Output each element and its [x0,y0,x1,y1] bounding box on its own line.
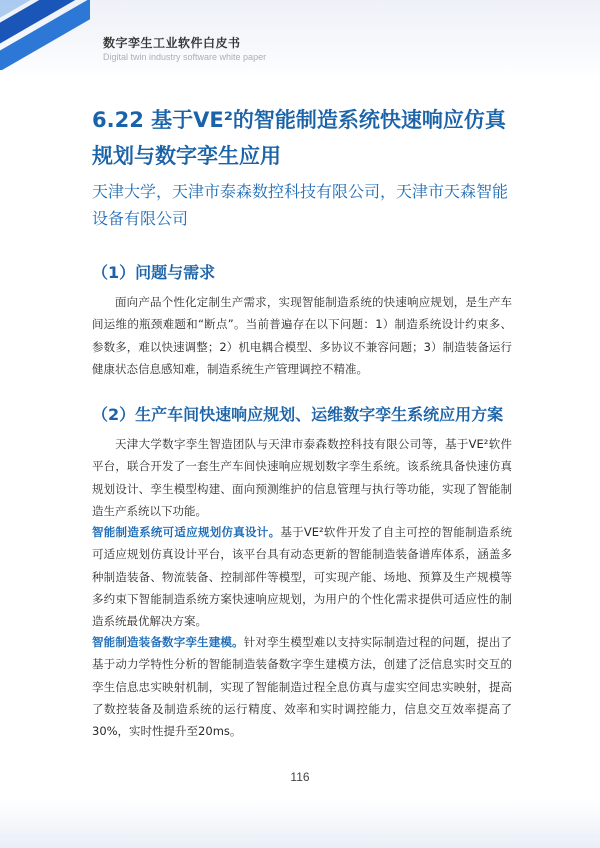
subheading-solution: （2）生产车间快速响应规划、运维数字孪生系统应用方案 [92,405,504,424]
header-decoration [0,0,90,70]
section-authors: 天津大学，天津市泰森数控科技有限公司，天津市天森智能设备有限公司 [92,182,509,228]
page-footer [0,800,600,848]
document-subtitle: Digital twin industry software white paper [103,52,267,62]
section-title: 6.22 基于VE²的智能制造系统快速响应仿真规划与数字孪生应用 [92,108,506,168]
item-lead-planning: 智能制造系统可适应规划仿真设计。 [92,525,281,539]
paragraph-planning-simulation [92,521,512,632]
paragraph-twin-modeling [92,631,512,742]
paragraph-solution-intro: 天津大学数字孪生智造团队与天津市泰森数控科技有限公司等，基于VE²软件平台，联合开发了一套生产车间快速响应规划数字孪生系统。该系统具备快速仿真规划设计、孪生模型构建、面向预测维护的信息管理与执行等功能，实现了智能制造生产系统以下功能。 [92,437,512,518]
subheading-problem: （1）问题与需求 [92,263,216,282]
paragraph-problem: 面向产品个性化定制生产需求，实现智能制造系统的快速响应规划，是生产车间运维的瓶颈难题和“断点”。当前普遍存在以下问题：1）制造系统设计约束多、参数多，难以快速调整；2）机电耦合模型、多协议不兼容问题；3）制造装备运行健康状态信息感知难，制造系统生产管理调控不精准。 [92,295,512,376]
item-body-planning: 基于VE²软件开发了自主可控的智能制造系统可适应规划仿真设计平台，该平台具有动态更新的智能制造装备谱库体系，涵盖多种制造装备、物流装备、控制部件等模型，可实现产能、场地、预算及生产规模等多约束下智能制造系统方案快速响应规划，为用户的个性化需求提供可适应性的制造系统最优解决方案。 [92,525,512,629]
item-body-modeling: 针对孪生模型难以支持实际制造过程的问题，提出了基于动力学特性分析的智能制造装备数字孪生建模方法，创建了泛信息实时交互的孪生信息忠实映射机制，实现了智能制造过程全息仿真与虚实空间忠实映射，提高了数控装备及制造系统的运行精度、效率和实时调控能力，信息交互效率提高了30%，实时性提升至20ms。 [92,635,513,739]
document-title: 数字孪生工业软件白皮书 [103,36,241,50]
page-header [0,0,600,78]
item-lead-modeling: 智能制造装备数字孪生建模。 [92,635,244,649]
page-number: 116 [290,770,310,784]
